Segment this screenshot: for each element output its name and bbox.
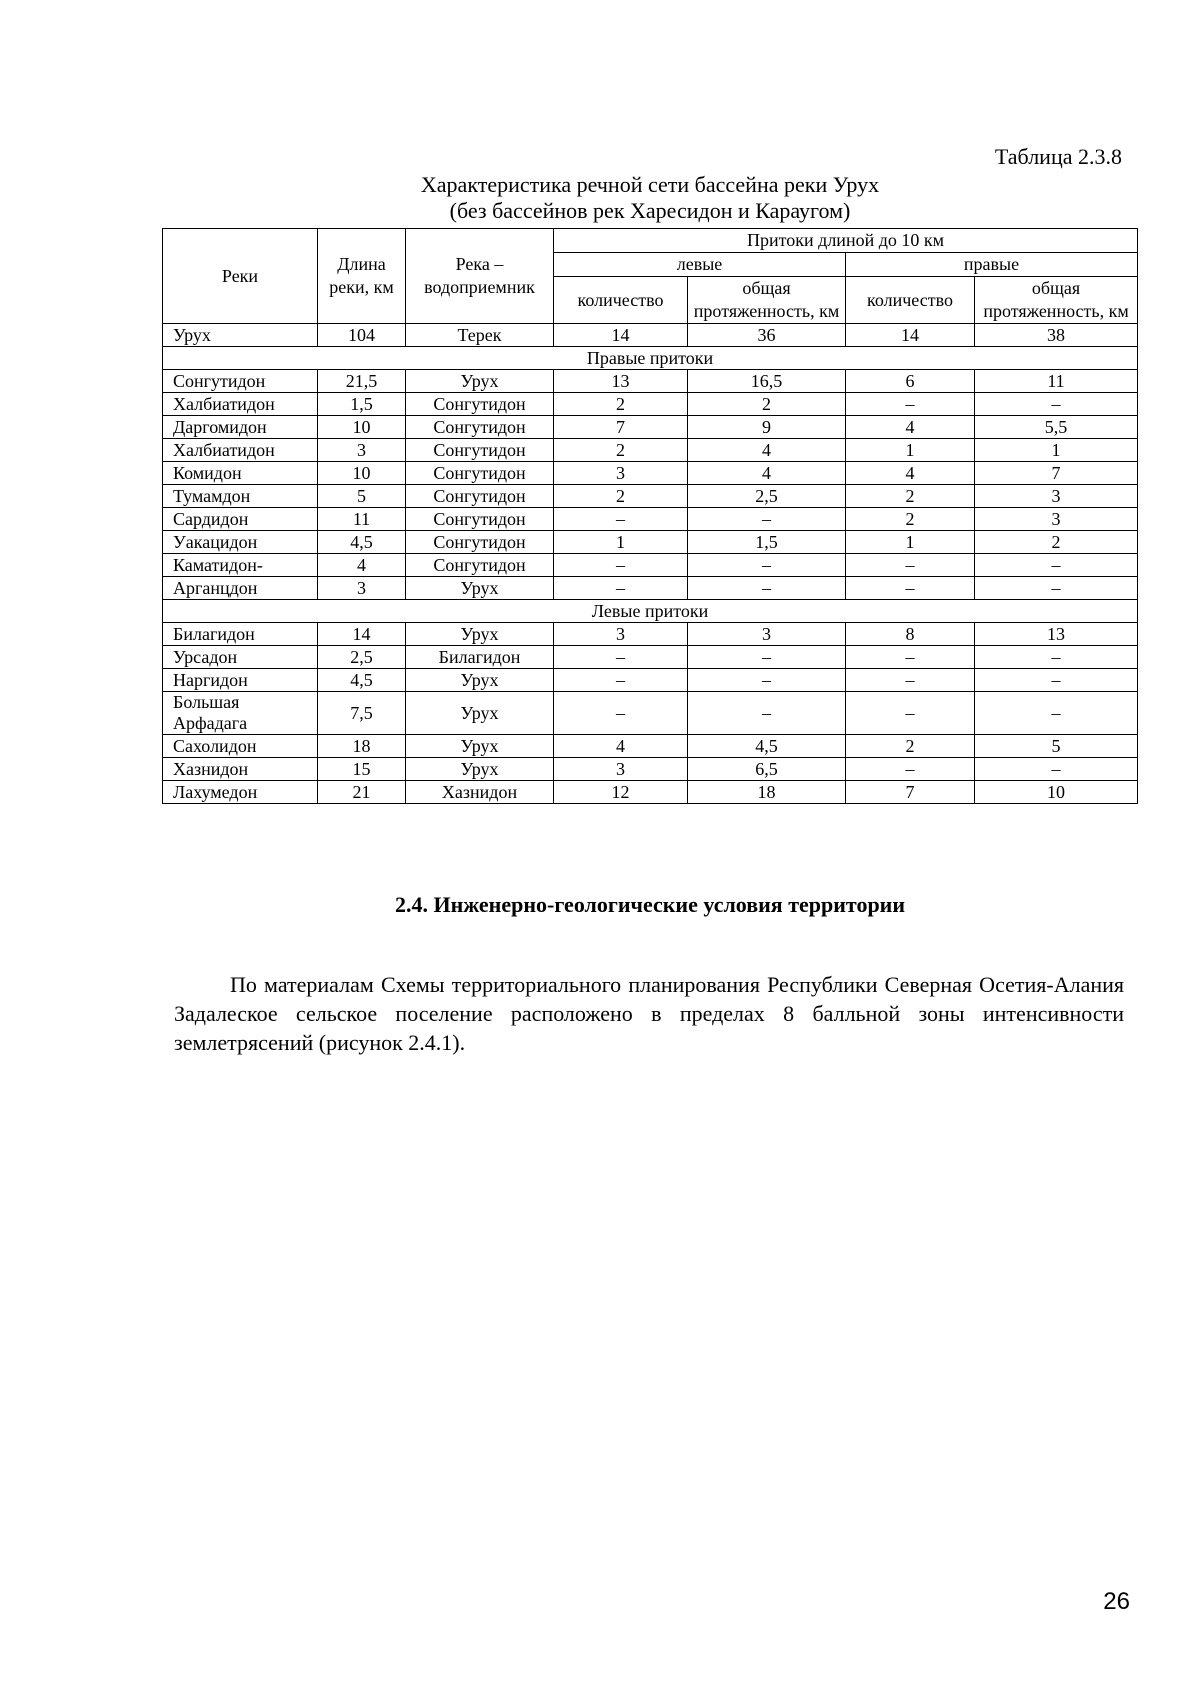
table-cell: 6,5 [688,758,846,781]
table-cell: 15 [318,758,406,781]
table-cell: 7 [975,462,1138,485]
header-left-count: количество [554,277,688,324]
river-name-cell: Комидон [163,462,318,485]
table-cell: 1,5 [688,531,846,554]
river-name-cell: Каматидон- [163,554,318,577]
table-cell: – [975,669,1138,692]
table-cell: 2 [846,485,975,508]
table-cell: 14 [318,623,406,646]
table-cell: 5 [318,485,406,508]
table-cell: 2,5 [318,646,406,669]
table-cell: – [975,393,1138,416]
table-cell: 12 [554,781,688,804]
table-cell: – [846,669,975,692]
table-cell: – [975,692,1138,735]
table-cell: 7 [554,416,688,439]
section-heading: 2.4. Инженерно-геологические условия территории [394,892,906,917]
table-cell: 3 [688,623,846,646]
table-cell: Урух [406,692,554,735]
table-cell: 2 [688,393,846,416]
table-cell: – [846,577,975,600]
table-header [163,229,1138,324]
table-cell: 4 [554,735,688,758]
table-cell: – [688,646,846,669]
table-cell: – [975,646,1138,669]
river-name-cell: Наргидон [163,669,318,692]
table-row [163,623,1138,646]
river-name-cell: Урсадон [163,646,318,669]
table-cell: 4,5 [318,531,406,554]
table-cell: 5,5 [975,416,1138,439]
table-body [163,324,1138,804]
table-cell: Урух [406,669,554,692]
table-cell: Билагидон [406,646,554,669]
header-right-total-length: общая протяженность, км [975,277,1138,324]
table-cell: 13 [975,623,1138,646]
table-cell: 4 [688,439,846,462]
table-cell: Сонгутидон [406,508,554,531]
table-cell: – [688,692,846,735]
table-cell: Сонгутидон [406,485,554,508]
table-cell: 4,5 [688,735,846,758]
table-cell: 3 [318,439,406,462]
table-cell: 4,5 [318,669,406,692]
table-cell: 1 [846,439,975,462]
table-cell: 2 [554,485,688,508]
table-cell: Урух [406,577,554,600]
table-cell: – [688,669,846,692]
table-cell: 2 [554,393,688,416]
table-cell: 10 [975,781,1138,804]
river-name-cell: Сонгутидон [163,370,318,393]
table-cell: 104 [318,324,406,347]
river-name-cell: Билагидон [163,623,318,646]
table-cell: – [975,554,1138,577]
table-cell: 11 [318,508,406,531]
table-cell: Урух [406,735,554,758]
table-cell: 21,5 [318,370,406,393]
table-cell: 2,5 [688,485,846,508]
river-name-cell: Большая Арфадага [163,692,318,735]
table-cell: 2 [846,508,975,531]
table-cell: – [688,508,846,531]
table-row [163,735,1138,758]
group-row [163,600,1138,623]
table-cell: 4 [846,462,975,485]
header-length: Длина реки, км [318,229,406,324]
table-row [163,393,1138,416]
table-cell: 10 [318,462,406,485]
table-cell: Сонгутидон [406,554,554,577]
table-row [163,439,1138,462]
table-cell: – [554,669,688,692]
header-left: левые [554,253,846,277]
table-cell: – [688,554,846,577]
table-cell: Сонгутидон [406,393,554,416]
table-cell: 9 [688,416,846,439]
table-cell: Урух [406,623,554,646]
table-row [163,462,1138,485]
table-row [163,508,1138,531]
river-name-cell: Тумамдон [163,485,318,508]
river-name-cell: Уакацидон [163,531,318,554]
table-cell: Урух [406,758,554,781]
river-name-cell: Лахумедон [163,781,318,804]
table-cell: – [846,554,975,577]
table-row [163,370,1138,393]
table-cell: 2 [846,735,975,758]
group-label: Правые притоки [163,347,1138,370]
river-name-cell: Сахолидон [163,735,318,758]
header-rivers: Реки [163,229,318,324]
table-cell: 16,5 [688,370,846,393]
table-cell: – [554,508,688,531]
table-cell: 4 [688,462,846,485]
table-cell: – [846,393,975,416]
table-cell: Хазнидон [406,781,554,804]
table-row [163,758,1138,781]
table-cell: 5 [975,735,1138,758]
table-cell: – [846,646,975,669]
table-row [163,781,1138,804]
table-cell: 3 [554,623,688,646]
table-cell: 1 [846,531,975,554]
table-cell: – [975,577,1138,600]
table-cell: 7,5 [318,692,406,735]
table-cell: 1,5 [318,393,406,416]
table-cell: 38 [975,324,1138,347]
table-row [163,531,1138,554]
table-cell: – [688,577,846,600]
table-cell: 10 [318,416,406,439]
river-name-cell: Даргомидон [163,416,318,439]
caption-line-1: Характеристика речной сети бассейна реки Урух [420,172,880,197]
table-cell: 36 [688,324,846,347]
table-row [163,324,1138,347]
river-name-cell: Арганцдон [163,577,318,600]
table-row [163,692,1138,735]
table-row [163,416,1138,439]
table-cell: Сонгутидон [406,416,554,439]
table-cell: 1 [975,439,1138,462]
table-cell: – [846,692,975,735]
header-right: правые [846,253,1138,277]
header-right-count: количество [846,277,975,324]
table-cell: 18 [688,781,846,804]
table-number-label: Таблица 2.3.8 [994,144,1122,169]
table-cell: – [554,577,688,600]
table-row [163,577,1138,600]
table-cell: – [846,758,975,781]
table-cell: 18 [318,735,406,758]
table-cell: 11 [975,370,1138,393]
body-paragraph: По материалам Схемы территориального планирования Республики Северная Осетия-Алания Задалеское сельское поселение расположено в пределах 8 балльной зоны интенсивности землетрясений (рисунок 2.4.1). [174,972,1124,1055]
table-cell: 14 [846,324,975,347]
river-name-cell: Сардидон [163,508,318,531]
table-cell: 3 [318,577,406,600]
caption-line-2: (без бассейнов рек Харесидон и Караугом) [449,198,851,223]
table-cell: 3 [975,485,1138,508]
table-cell: – [554,692,688,735]
river-name-cell: Халбиатидон [163,393,318,416]
table-cell: 6 [846,370,975,393]
group-label: Левые притоки [163,600,1138,623]
river-network-table [162,228,1138,804]
table-cell: 4 [846,416,975,439]
header-receiver: Река – водоприемник [406,229,554,324]
table-cell: 3 [554,462,688,485]
table-row [163,669,1138,692]
table-cell: 8 [846,623,975,646]
river-name-cell: Халбиатидон [163,439,318,462]
table-cell: Сонгутидон [406,462,554,485]
page-number: 26 [1103,1588,1130,1615]
table-cell: 4 [318,554,406,577]
table-cell: Урух [406,370,554,393]
river-name-cell: Урух [163,324,318,347]
table-cell: 3 [554,758,688,781]
table-cell: 2 [554,439,688,462]
table-cell: 3 [975,508,1138,531]
table-cell: – [975,758,1138,781]
table-cell: 1 [554,531,688,554]
table-row [163,485,1138,508]
header-left-total-length: общая протяженность, км [688,277,846,324]
table-cell: 21 [318,781,406,804]
group-row [163,347,1138,370]
table-cell: 14 [554,324,688,347]
river-name-cell: Хазнидон [163,758,318,781]
table-cell: – [554,554,688,577]
table-cell: Сонгутидон [406,531,554,554]
table-cell: 7 [846,781,975,804]
header-tributaries: Притоки длиной до 10 км [554,229,1138,253]
table-cell: 13 [554,370,688,393]
table-row [163,646,1138,669]
table-caption [160,172,1140,224]
table-cell: 2 [975,531,1138,554]
table-cell: Сонгутидон [406,439,554,462]
table-row [163,554,1138,577]
table-cell: Терек [406,324,554,347]
table-cell: – [554,646,688,669]
